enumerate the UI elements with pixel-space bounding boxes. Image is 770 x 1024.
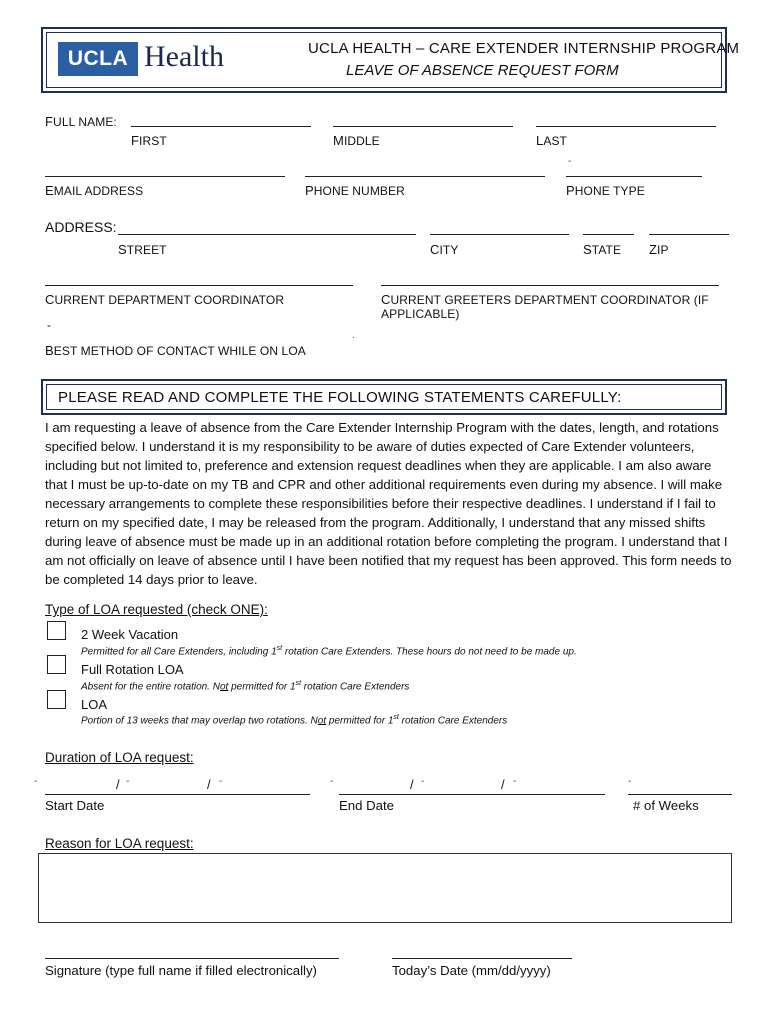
signature-field[interactable] (45, 958, 339, 959)
department-coordinator-label: CURRENT DEPARTMENT COORDINATOR (45, 292, 285, 307)
two-week-vacation-note: Permitted for all Care Extenders, including 1st rotation Care Extenders. These hours do not need to be made up. (81, 645, 577, 658)
weeks-marker: - (628, 776, 632, 787)
street-field[interactable] (118, 234, 416, 235)
loa-type-heading: Type of LOA requested (check ONE): (45, 602, 268, 617)
loa-checkbox[interactable] (47, 690, 66, 709)
city-field[interactable] (430, 234, 569, 235)
loa-label: LOA (81, 697, 108, 712)
contact-dot: . (352, 330, 355, 341)
ucla-logo: UCLA (58, 42, 138, 76)
todays-date-label: Today’s Date (mm/dd/yyyy) (392, 963, 551, 978)
health-logo-text: Health (144, 40, 224, 73)
last-label: LAST (536, 133, 567, 148)
end-date-slash-1: / (410, 777, 414, 792)
city-label: CITY (430, 242, 459, 257)
full-rotation-loa-note: Absent for the entire rotation. Not permitted for 1st rotation Care Extenders (81, 680, 410, 693)
duration-heading: Duration of LOA request: (45, 750, 194, 765)
middle-label: MIDDLE (333, 133, 380, 148)
statements-paragraph: I am requesting a leave of absence from the Care Extender Internship Program with the dates, length, and rotations specified below. I understand it is my responsibility to be aware of duties expected of Care Extender volunteers, including but not limited to, preference and extension request deadlines when they are applicable. I am also aware that I must be up-to-date on my TB and CPR and other additional requirements even during my absence. I will make necessary arrangements to complete these responsibilities before their respective deadlines. I understand if I fail to return on my specified date, I may be released from the program. Additionally, I understand that any missed shifts during leave of absence must be made up in an additional rotation before completing the program. I understand that I am not officially on leave of absence until I have been notified that my request has been approved. This form needs to be completed 14 days prior to leave. (45, 420, 732, 587)
contact-method-label: BEST METHOD OF CONTACT WHILE ON LOA (45, 343, 306, 358)
end-day-marker: - (421, 776, 425, 787)
zip-field[interactable] (649, 234, 729, 235)
start-date-slash-2: / (207, 777, 211, 792)
state-field[interactable] (583, 234, 634, 235)
reason-heading: Reason for LOA request: (45, 836, 194, 851)
greeters-coordinator-field[interactable] (381, 285, 719, 286)
full-rotation-loa-label: Full Rotation LOA (81, 662, 184, 677)
weeks-label: # of Weeks (633, 798, 699, 813)
start-date-slash-1: / (116, 777, 120, 792)
phone-number-field[interactable] (305, 176, 545, 177)
end-date-slash-2: / (501, 777, 505, 792)
full-rotation-loa-checkbox[interactable] (47, 655, 66, 674)
phone-number-label: PHONE NUMBER (305, 183, 405, 198)
end-year-marker: - (513, 776, 517, 787)
end-month-marker: - (330, 776, 334, 787)
state-label: STATE (583, 242, 622, 257)
contact-method-dropdown-marker[interactable]: - (47, 318, 51, 332)
end-date-label: End Date (339, 798, 394, 813)
two-week-vacation-label: 2 Week Vacation (81, 627, 179, 642)
phone-type-dropdown-marker: - (568, 156, 572, 167)
two-week-vacation-checkbox[interactable] (47, 621, 66, 640)
loa-note: Portion of 13 weeks that may overlap two rotations. Not permitted for 1st rotation Care Extenders (81, 714, 508, 727)
email-field[interactable] (45, 176, 285, 177)
first-label: FIRST (131, 133, 167, 148)
start-year-marker: - (219, 776, 223, 787)
address-label: ADDRESS: (45, 219, 117, 235)
form-subtitle: LEAVE OF ABSENCE REQUEST FORM (346, 62, 619, 79)
zip-label: ZIP (649, 242, 669, 257)
start-month-marker: - (34, 776, 38, 787)
start-date-field[interactable] (45, 794, 310, 795)
full-name-label: FULL NAME: (45, 114, 117, 129)
last-name-field[interactable] (536, 126, 716, 127)
signature-label: Signature (type full name if filled electronically) (45, 963, 317, 978)
email-label: EMAIL ADDRESS (45, 183, 144, 198)
statements-heading: PLEASE READ AND COMPLETE THE FOLLOWING STATEMENTS CAREFULLY: (58, 389, 622, 406)
first-name-field[interactable] (131, 126, 311, 127)
middle-name-field[interactable] (333, 126, 513, 127)
start-date-label: Start Date (45, 798, 105, 813)
phone-type-field[interactable] (566, 176, 702, 177)
greeters-coordinator-label: CURRENT GREETERS DEPARTMENT COORDINATOR (IF APPLICABLE) (381, 292, 709, 321)
phone-type-label: PHONE TYPE (566, 183, 645, 198)
reason-textarea[interactable] (38, 853, 732, 923)
start-day-marker: - (126, 776, 130, 787)
todays-date-field[interactable] (392, 958, 572, 959)
end-date-field[interactable] (339, 794, 605, 795)
weeks-field[interactable] (628, 794, 732, 795)
street-label: STREET (118, 242, 167, 257)
form-title: UCLA HEALTH – CARE EXTENDER INTERNSHIP PROGRAM (308, 40, 740, 57)
department-coordinator-field[interactable] (45, 285, 353, 286)
